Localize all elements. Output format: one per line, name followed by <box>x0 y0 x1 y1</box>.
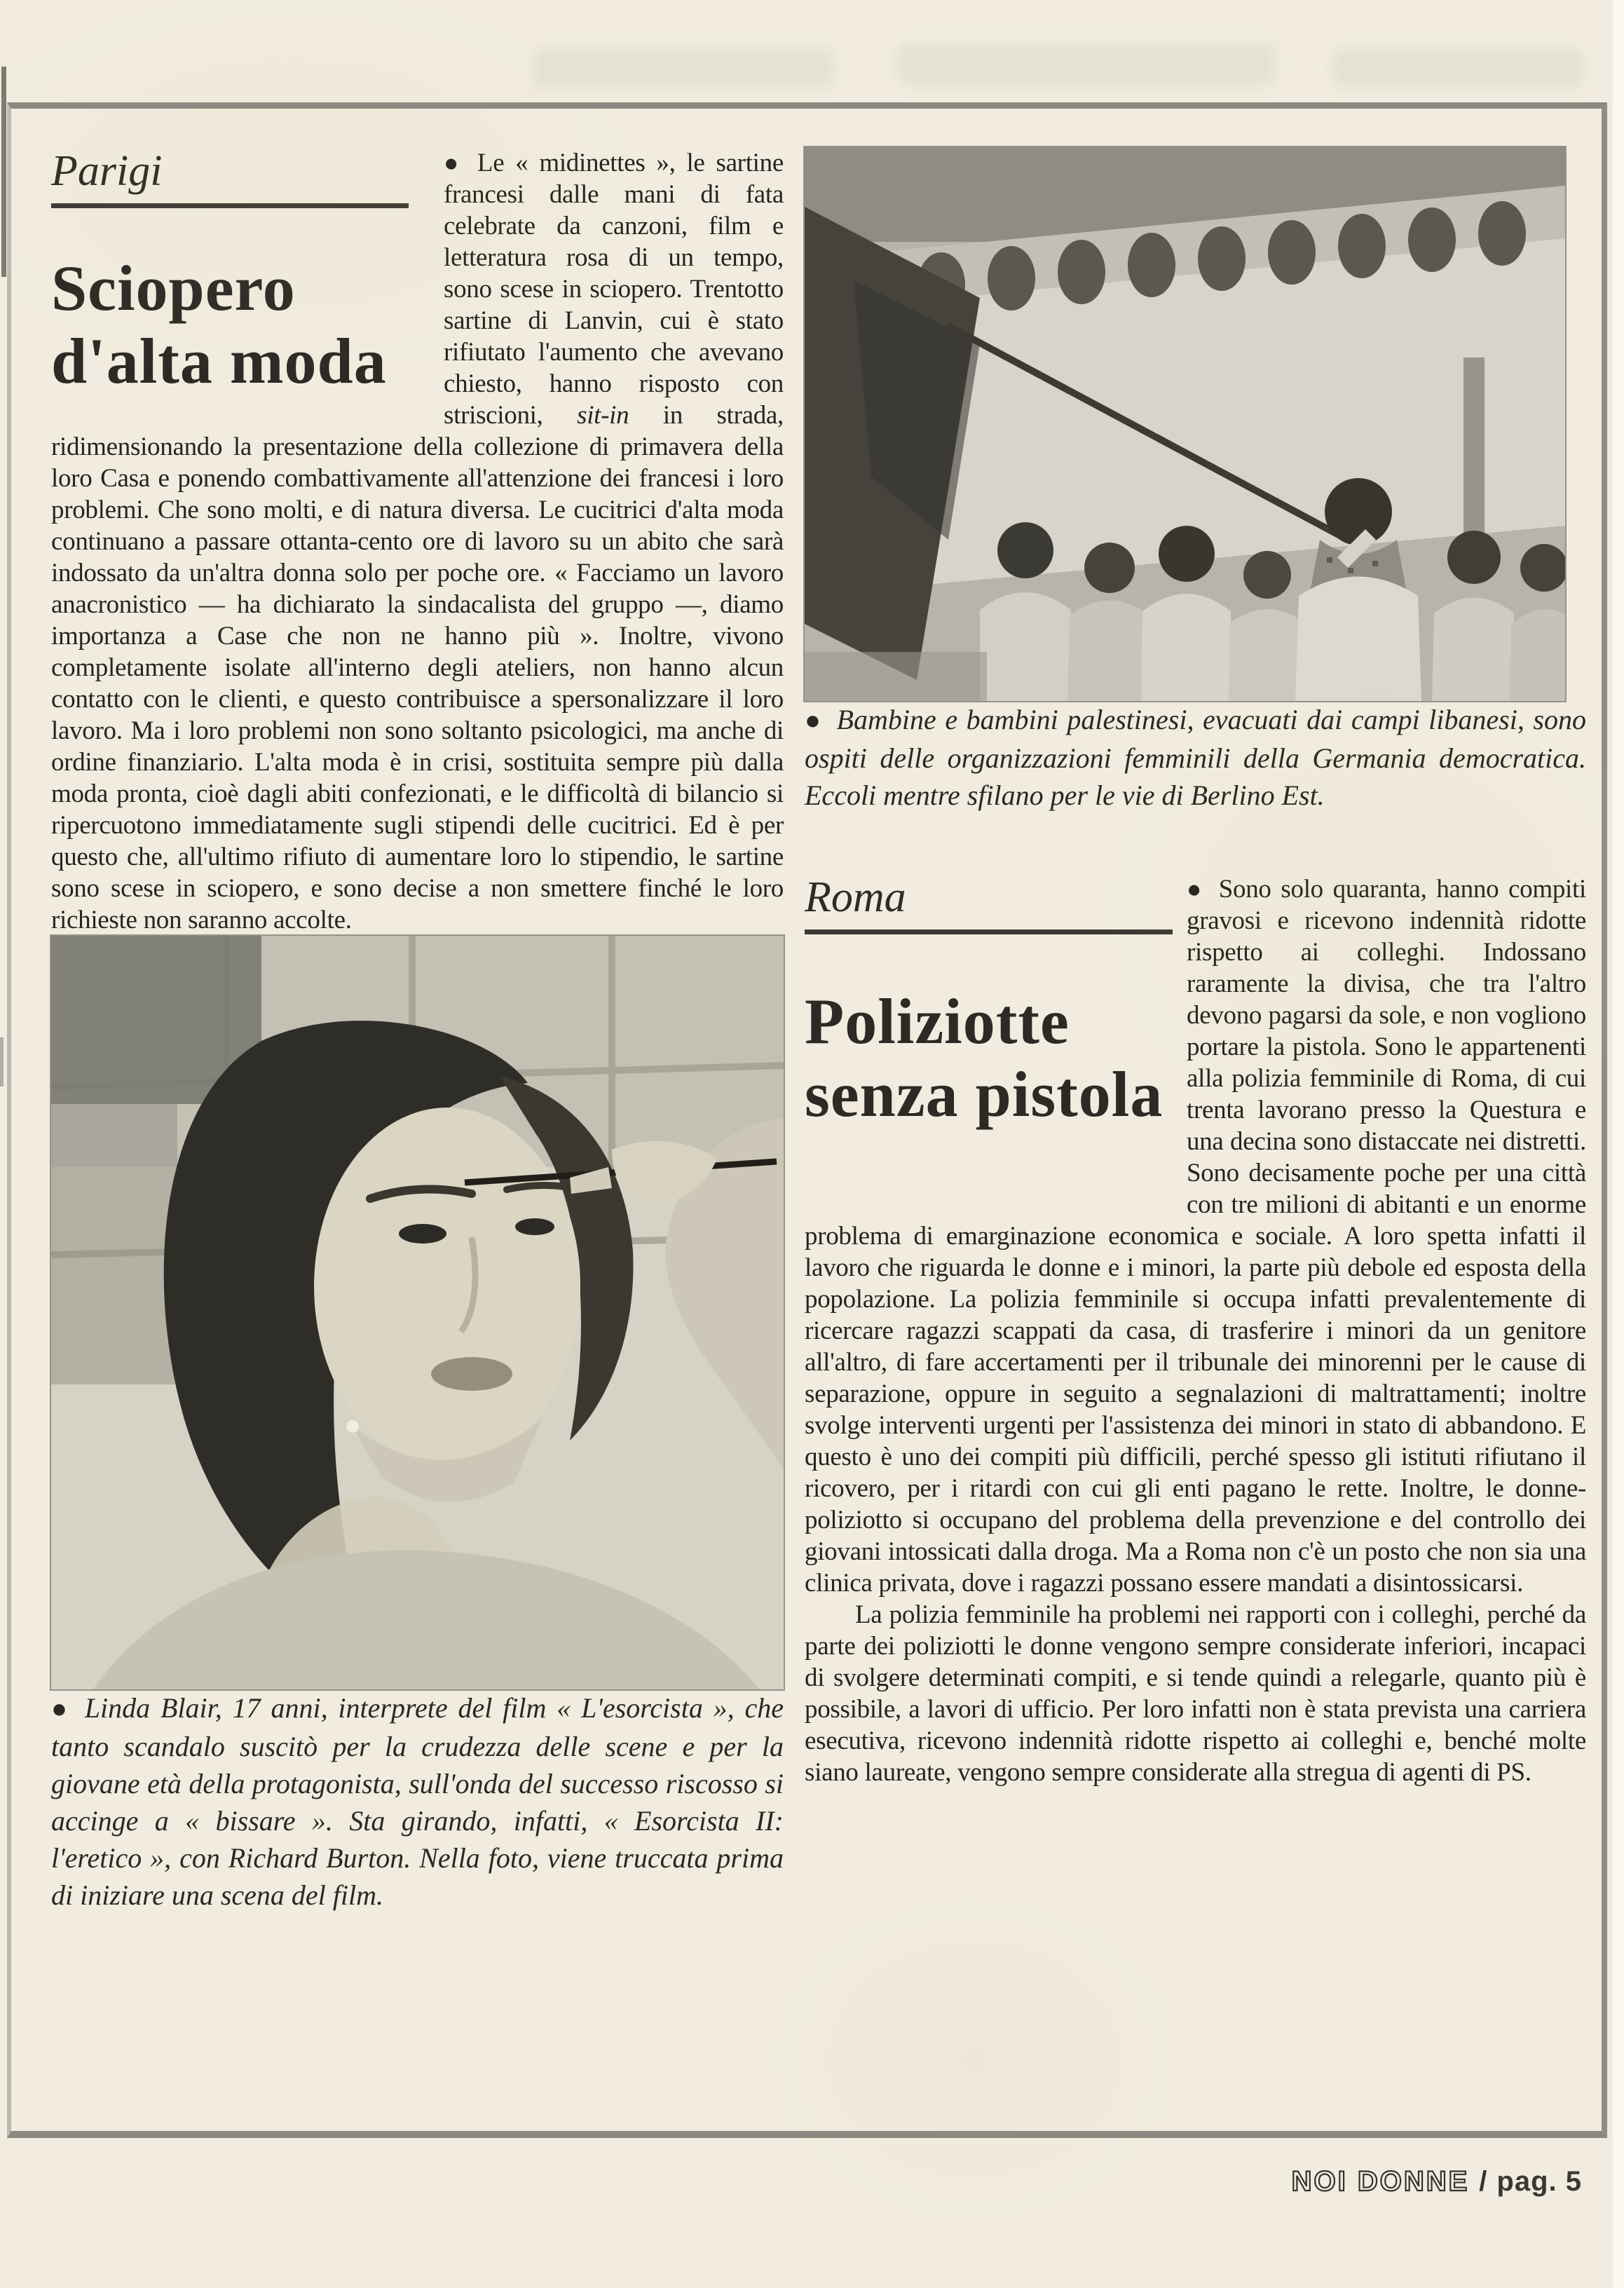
photo-linda-blair-art <box>51 936 784 1689</box>
paragraph-bullet: ● <box>1187 876 1205 903</box>
scan-scratch-mark <box>0 1037 4 1087</box>
body-text: in strada, ridimensionando la presentazione della collezione di primavera della loro Casa e ponendo combattivamente all'attenzione dei francesi i loro problemi. Che sono molti, e di natura diversa. Le cucitrici d'alta moda continuano a passare ottanta-cento ore di lavoro su un abito che sarà indossato da un'altra donna solo per poche ore. « Facciamo un lavoro anacronistico — ha dichiarato la sindacalista del gruppo —, diamo importanza a Case che non ne hanno più ». Inoltre, vivono completamente isolate all'interno degli ateliers, non hanno alcun contatto con le clienti, e questo contribuisce a spersonalizzare il loro lavoro. Ma i loro problemi non sono soltanto psicologici, ma anche di ordine finanziario. L'alta moda è in crisi, sostituita sempre più dalla moda pronta, cioè dagli abiti confezionati, e le difficoltà di bilancio si ripercuotono immediatamente sugli stipendi delle cucitrici. Ed è per questo che, all'ultimo rifiuto di aumentare loro lo stipendio, le sartine sono scese in sciopero, e sono decise a non smettere finché le loro richieste non saranno accolte. <box>51 401 784 934</box>
kicker-rule <box>805 929 1173 934</box>
page-content <box>51 147 1586 1914</box>
body-text: Sono solo quaranta, hanno compiti gravosi e ricevono indennità ridotte rispetto ai colleghi. Indossano raramente la divisa, che tra l'altro devono pagarsi da sole, e non vogliono portare la pistola. Sono le appartenenti alla polizia femminile di Roma, di cui trenta lavorano presso la Questura e una decina sono distaccate nei distretti. Sono decisamente poche per una città con tre milioni di abitanti e un enorme problema di emarginazione economica e sociale. A loro spetta infatti il lavoro che riguarda le donne e i minori, la parte più debole ed esposta della popolazione. La polizia femminile si occupa infatti prevalentemente di ricercare ragazzi scappati da casa, di trasferire i minori da un genitore all'altro, di fare accertamenti per il tribunale dei minorenni per le cause di separazione, oppure in seguito a segnalazioni di maltrattamenti; inoltre svolge interventi urgenti per l'assistenza dei minori in stato di abbandono. E questo è uno dei compiti più difficili, perché spesso gli istituti rifiutano il ricovero, per i ritardi con cui gli enti pagano le rette. Inoltre, le donne-poliziotto si occupano del problema della prevenzione e del controllo dei giovani intossicati dalla droga. Ma a Roma non c'è un posto che non sia una clinica privata, dove i ragazzi possano essere mandati a disintossicarsi. <box>805 875 1586 1598</box>
article-sciopero <box>51 147 784 936</box>
showthrough-ghost <box>533 48 834 88</box>
page-number: pag. 5 <box>1496 2166 1582 2197</box>
page-footer <box>1292 2166 1582 2198</box>
showthrough-ghost <box>897 43 1276 86</box>
caption-bullet: ● <box>805 706 823 735</box>
kicker-parigi: Parigi <box>51 147 163 195</box>
photo-linda-blair <box>51 936 784 1689</box>
photo-palestinian-children <box>805 147 1565 701</box>
caption-text: Linda Blair, 17 anni, interprete del film « L'esorcista », che tanto scandalo suscitò per la crudezza delle scene e per la giovane età della protagonista, sull'onda del successo riscosso si accinge a « bissare ». Sta girando, infatti, « Esorcista II: l'eretico », con Richard Burton. Nella foto, viene truccata prima di iniziare una scena del film. <box>51 1692 784 1911</box>
caption-bullet: ● <box>51 1694 71 1724</box>
body-text-italic: sit-in <box>577 401 629 430</box>
article-body-poliziotte-p2 <box>805 1599 1586 1788</box>
showthrough-ghost <box>1332 49 1584 88</box>
left-column <box>51 147 784 1914</box>
magazine-logo: NOI DONNE <box>1291 2166 1470 2197</box>
caption-palestinian-children <box>805 701 1586 814</box>
scan-edge-strip <box>1613 0 1624 2288</box>
photo-palestinian-children-art <box>805 147 1565 701</box>
headline-line: Poliziotte <box>805 986 1070 1057</box>
caption-text: Bambine e bambini palestinesi, evacuati dai campi libanesi, sono ospiti delle organizzazioni femminili della Germania democratica. Eccoli mentre sfilano per le vie di Berlino Est. <box>805 704 1586 811</box>
body-text: Le « midinettes », le sartine francesi dalle mani di fata celebrate da canzoni, film e letteratura rosa di un tempo, sono scese in sciopero. Trentotto sartine di Lanvin, cui è stato rifiutato l'aumento che avevano chiesto, hanno risposto con striscioni, <box>444 149 784 430</box>
headline-line: Sciopero <box>51 252 296 324</box>
headline-sciopero <box>51 252 444 397</box>
kicker-roma: Roma <box>805 873 906 921</box>
kicker-rule <box>51 203 409 208</box>
headline-poliziotte <box>805 985 1187 1131</box>
caption-linda-blair <box>51 1689 784 1914</box>
article-header-parigi <box>51 147 444 400</box>
article-poliziotte <box>805 873 1586 1788</box>
body-text: La polizia femminile ha problemi nei rapporti con i colleghi, perché da parte dei poliziotti le donne vengono sempre considerate inferiori, incapaci di svolgere determinati compiti, e si tende quindi a relegarle, quanto più è possibile, a lavori di ufficio. Per loro infatti non è stata prevista una carriera esecutiva, ricevono indennità ridotte rispetto ai colleghi e, benché molte siano laureate, vengono sempre considerate alla stregua di agenti di PS. <box>805 1600 1586 1787</box>
article-header-roma <box>805 873 1187 1189</box>
right-column <box>805 147 1586 1914</box>
paragraph-bullet: ● <box>444 149 463 177</box>
footer-separator: / <box>1479 2166 1487 2197</box>
headline-line: d'alta moda <box>51 325 387 397</box>
headline-line: senza pistola <box>805 1058 1164 1130</box>
scan-scratch-mark <box>1 67 6 277</box>
